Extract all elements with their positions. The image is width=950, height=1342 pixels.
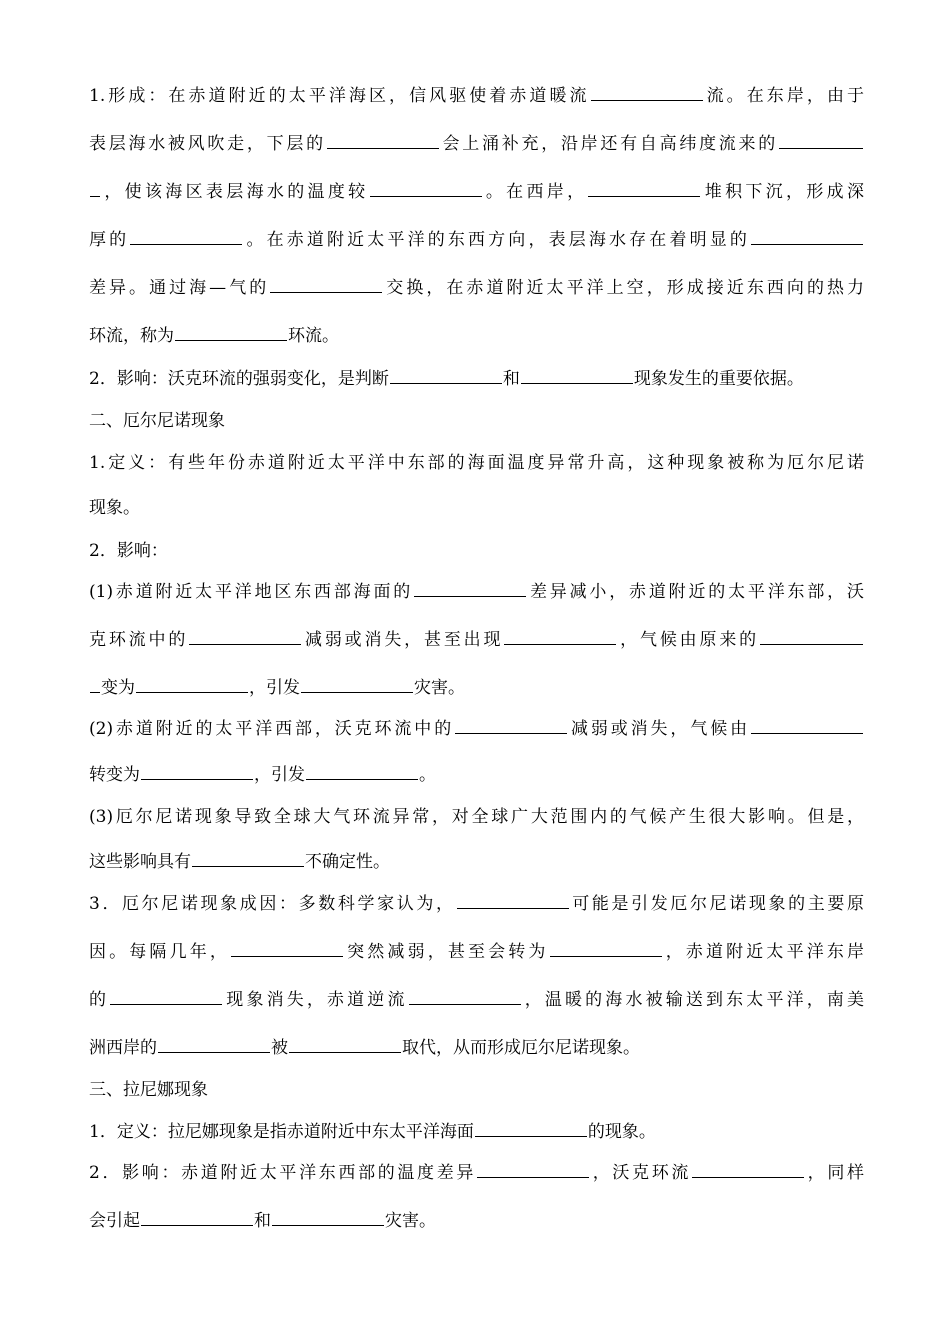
text-line: (1)赤道附近太平洋地区东西部海面的 差异减小，赤道附近的太平洋东部，沃 <box>89 582 865 602</box>
answer-blank[interactable] <box>158 1051 270 1053</box>
answer-blank[interactable] <box>751 732 863 734</box>
answer-blank[interactable] <box>521 382 633 384</box>
answer-blank[interactable] <box>306 778 418 780</box>
answer-blank[interactable] <box>751 243 863 245</box>
text-line: (2)赤道附近的太平洋西部，沃克环流中的 减弱或消失，气候由 <box>89 709 864 749</box>
text-line: 变为 ，引发 灾害。 <box>89 668 864 708</box>
answer-blank[interactable] <box>760 643 863 645</box>
text-line: 2．影响： <box>89 541 168 561</box>
text-line: 3．厄尔尼诺现象成因：多数科学家认为， 可能是引发厄尔尼诺现象的主要原 <box>89 894 864 914</box>
answer-blank[interactable] <box>192 865 304 867</box>
text-line: 的 现象消失，赤道逆流 ，温暖的海水被输送到东太平洋，南美 <box>89 990 865 1010</box>
answer-blank[interactable] <box>90 195 100 197</box>
answer-blank[interactable] <box>591 99 703 101</box>
text-line: 因。每隔几年， 突然减弱，甚至会转为 ，赤道附近太平洋东岸 <box>89 942 865 962</box>
answer-blank[interactable] <box>414 595 526 597</box>
text-line: 2．影响：赤道附近太平洋东西部的温度差异 ，沃克环流 ，同样 <box>89 1163 864 1183</box>
answer-blank[interactable] <box>130 243 242 245</box>
text-line: 1.形成：在赤道附近的太平洋海区，信风驱使着赤道暖流 流。在东岸，由于 <box>89 86 865 106</box>
text-line: 这些影响具有 不确定性。 <box>89 852 390 872</box>
section-heading: 二、厄尔尼诺现象 <box>89 411 225 431</box>
text-line: 差异。通过海—气的 交换，在赤道附近太平洋上空，形成接近东西向的热力 <box>89 278 865 298</box>
answer-blank[interactable] <box>409 1003 521 1005</box>
text-line: 克环流中的 减弱或消失，甚至出现 ，气候由原来的 <box>89 620 864 660</box>
answer-blank[interactable] <box>390 382 502 384</box>
answer-blank[interactable] <box>136 691 248 693</box>
answer-blank[interactable] <box>588 195 700 197</box>
answer-blank[interactable] <box>270 291 382 293</box>
section-heading: 三、拉尼娜现象 <box>89 1080 208 1100</box>
answer-blank[interactable] <box>189 643 301 645</box>
answer-blank[interactable] <box>175 339 287 341</box>
answer-blank[interactable] <box>692 1176 804 1178</box>
text-line: 洲西岸的 被 取代，从而形成厄尔尼诺现象。 <box>89 1038 640 1058</box>
answer-blank[interactable] <box>141 778 253 780</box>
text-line: 厚的 。在赤道附近太平洋的东西方向，表层海水存在着明显的 <box>89 220 864 260</box>
answer-blank[interactable] <box>550 955 662 957</box>
text-line: (3)厄尔尼诺现象导致全球大气环流异常，对全球广大范围内的气候产生很大影响。但是， <box>89 807 864 827</box>
text-line: ，使该海区表层海水的温度较 。在西岸， 堆积下沉，形成深 <box>89 172 864 212</box>
answer-blank[interactable] <box>301 691 413 693</box>
answer-blank[interactable] <box>477 1176 589 1178</box>
answer-blank[interactable] <box>779 147 863 149</box>
answer-blank[interactable] <box>327 147 439 149</box>
text-line: 转变为 ，引发 。 <box>89 765 436 785</box>
text-line: 2．影响：沃克环流的强弱变化，是判断 和 现象发生的重要依据。 <box>89 369 804 389</box>
answer-blank[interactable] <box>289 1051 401 1053</box>
answer-blank[interactable] <box>475 1135 587 1137</box>
answer-blank[interactable] <box>504 643 616 645</box>
answer-blank[interactable] <box>455 732 567 734</box>
answer-blank[interactable] <box>457 907 569 909</box>
text-line: 会引起 和 灾害。 <box>89 1211 436 1231</box>
answer-blank[interactable] <box>141 1224 253 1226</box>
text-line: 1.定义：有些年份赤道附近太平洋中东部的海面温度异常升高，这种现象被称为厄尔尼诺 <box>89 453 864 473</box>
text-line: 1．定义：拉尼娜现象是指赤道附近中东太平洋海面 的现象。 <box>89 1122 656 1142</box>
answer-blank[interactable] <box>231 955 343 957</box>
answer-blank[interactable] <box>90 691 100 693</box>
answer-blank[interactable] <box>110 1003 222 1005</box>
text-line: 现象。 <box>89 498 140 518</box>
text-line: 环流，称为 环流。 <box>89 326 339 346</box>
answer-blank[interactable] <box>370 195 482 197</box>
text-line: 表层海水被风吹走，下层的 会上涌补充，沿岸还有自高纬度流来的 <box>89 124 864 164</box>
answer-blank[interactable] <box>272 1224 384 1226</box>
